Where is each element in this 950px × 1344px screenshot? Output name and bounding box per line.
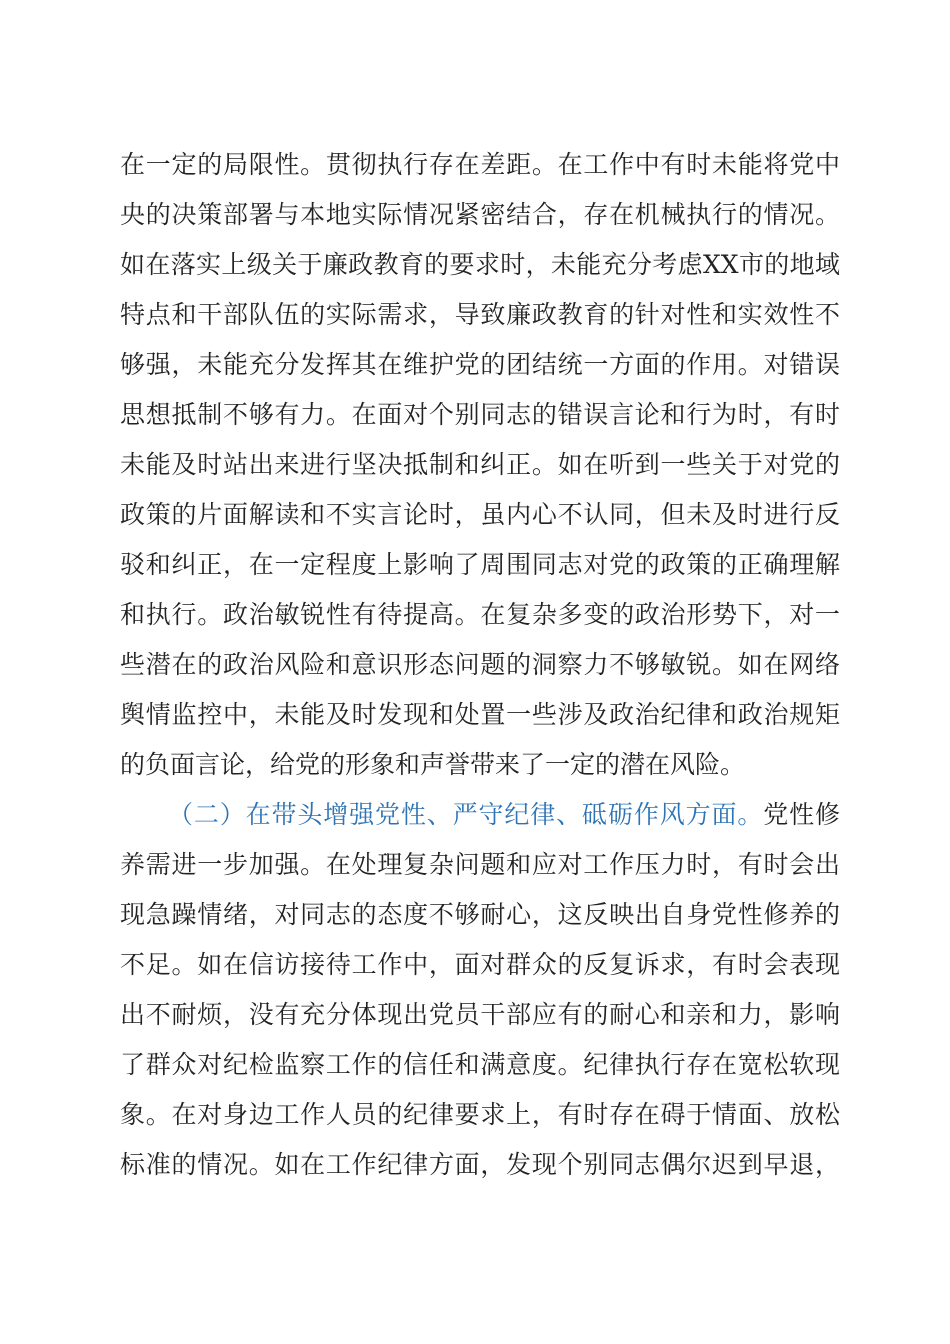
paragraph-line: 政策的片面解读和不实言论时，虽内心不认同，但未及时进行反 bbox=[120, 500, 840, 529]
paragraph-line: 现急躁情绪，对同志的态度不够耐心，这反映出自身党性修养的 bbox=[120, 900, 840, 929]
paragraph-line: 够强，未能充分发挥其在维护党的团结统一方面的作用。对错误 bbox=[120, 350, 840, 379]
paragraph-line: 如在落实上级关于廉政教育的要求时，未能充分考虑XX市的地域 bbox=[120, 250, 840, 279]
paragraph-line: 不足。如在信访接待工作中，面对群众的反复诉求，有时会表现 bbox=[120, 950, 840, 979]
paragraph-line: 了群众对纪检监察工作的信任和满意度。纪律执行存在宽松软现 bbox=[120, 1050, 840, 1079]
paragraph-line: 在一定的局限性。贯彻执行存在差距。在工作中有时未能将党中 bbox=[120, 150, 840, 179]
paragraph-last-line: 的负面言论，给党的形象和声誉带来了一定的潜在风险。 bbox=[120, 750, 746, 779]
paragraph-line: 养需进一步加强。在处理复杂问题和应对工作压力时，有时会出 bbox=[120, 850, 840, 879]
section-heading-tail: 党性修 bbox=[763, 800, 840, 829]
paragraph-line: 出不耐烦，没有充分体现出党员干部应有的耐心和亲和力，影响 bbox=[120, 1000, 840, 1029]
paragraph-line: 标准的情况。如在工作纪律方面，发现个别同志偶尔迟到早退， bbox=[120, 1150, 840, 1179]
paragraph-line: 舆情监控中，未能及时发现和处置一些涉及政治纪律和政治规矩 bbox=[120, 700, 840, 729]
paragraph-line: 思想抵制不够有力。在面对个别同志的错误言论和行为时，有时 bbox=[120, 400, 840, 429]
paragraph-line: 和执行。政治敏锐性有待提高。在复杂多变的政治形势下，对一 bbox=[120, 600, 840, 629]
paragraph-line: 特点和干部队伍的实际需求，导致廉政教育的针对性和实效性不 bbox=[120, 300, 840, 329]
paragraph-line: 未能及时站出来进行坚决抵制和纠正。如在听到一些关于对党的 bbox=[120, 450, 840, 479]
paragraph-line: 驳和纠正，在一定程度上影响了周围同志对党的政策的正确理解 bbox=[120, 550, 840, 579]
section-heading-line bbox=[168, 790, 840, 840]
paragraph-line: 央的决策部署与本地实际情况紧密结合，存在机械执行的情况。 bbox=[120, 200, 840, 229]
section-heading: （二）在带头增强党性、严守纪律、砥砺作风方面。 bbox=[168, 800, 764, 829]
paragraph-line: 象。在对身边工作人员的纪律要求上，有时存在碍于情面、放松 bbox=[120, 1100, 840, 1129]
paragraph-line: 些潜在的政治风险和意识形态问题的洞察力不够敏锐。如在网络 bbox=[120, 650, 840, 679]
